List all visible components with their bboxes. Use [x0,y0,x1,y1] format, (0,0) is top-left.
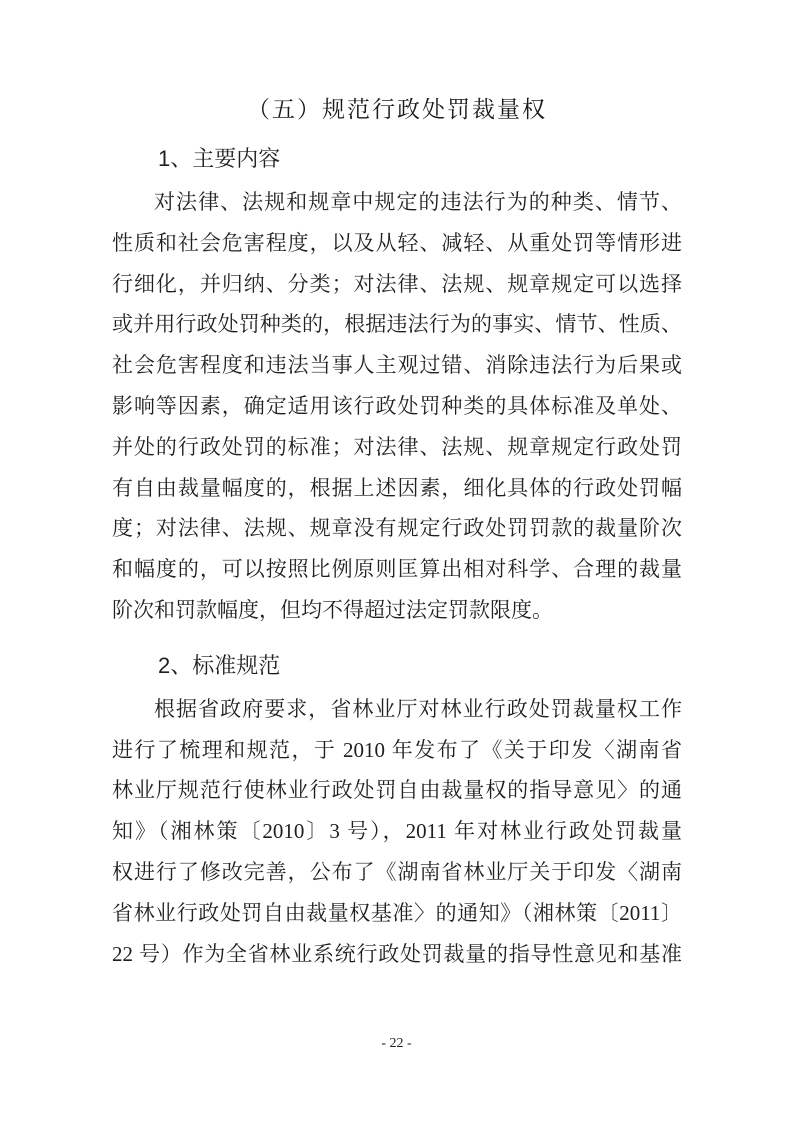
paragraph-line: 社会危害程度和违法当事人主观过错、消除违法行为后果或 [112,353,682,378]
page-number: - 22 - [381,1036,412,1051]
paragraph-line: 影响等因素，确定适用该行政处罚种类的具体标准及单处、 [112,393,682,418]
paragraph-line: 进行了梳理和规范，于 2010 年发布了《关于印发〈湖南省 [112,737,682,762]
paragraph-line: 根据省政府要求，省林业厅对林业行政处罚裁量权工作 [154,696,682,721]
paragraph-line: 并处的行政处罚的标准；对法律、法规、规章规定行政处罚 [112,434,682,459]
document-content [112,0,682,974]
paragraph-line: 或并用行政处罚种类的，根据违法行为的事实、情节、性质、 [112,312,682,337]
paragraph-line: 阶次和罚款幅度，但均不得超过法定罚款限度。 [112,597,553,622]
paragraph-line: 省林业行政处罚自由裁量权基准〉的通知》（湘林策〔2011〕 [112,900,682,925]
section-2-paragraph [112,689,682,975]
paragraph-line: 有自由裁量幅度的，根据上述因素，细化具体的行政处罚幅 [112,475,682,500]
paragraph-line: 性质和社会危害程度，以及从轻、减轻、从重处罚等情形进 [112,230,682,255]
paragraph-line: 22 号）作为全省林业系统行政处罚裁量的指导性意见和基准 [112,941,682,966]
paragraph-line: 知》（湘林策〔2010〕3 号），2011 年对林业行政处罚裁量 [112,819,682,844]
paragraph-line: 行细化，并归纳、分类；对法律、法规、规章规定可以选择 [112,271,682,296]
paragraph-line: 林业厅规范行使林业行政处罚自由裁量权的指导意见〉的通 [112,778,682,803]
paragraph-line: 和幅度的，可以按照比例原则匡算出相对科学、合理的裁量 [112,557,682,582]
document-title: （五）规范行政处罚裁量权 [247,97,547,122]
paragraph-line: 权进行了修改完善，公布了《湖南省林业厅关于印发〈湖南 [112,859,682,884]
paragraph-line: 对法律、法规和规章中规定的违法行为的种类、情节、 [154,190,682,214]
section-1-heading: 1、主要内容 [158,146,281,171]
section-1-paragraph [112,182,682,631]
paragraph-line: 度；对法律、法规、规章没有规定行政处罚罚款的裁量阶次 [112,516,682,541]
section-2-heading: 2、标准规范 [158,652,281,678]
